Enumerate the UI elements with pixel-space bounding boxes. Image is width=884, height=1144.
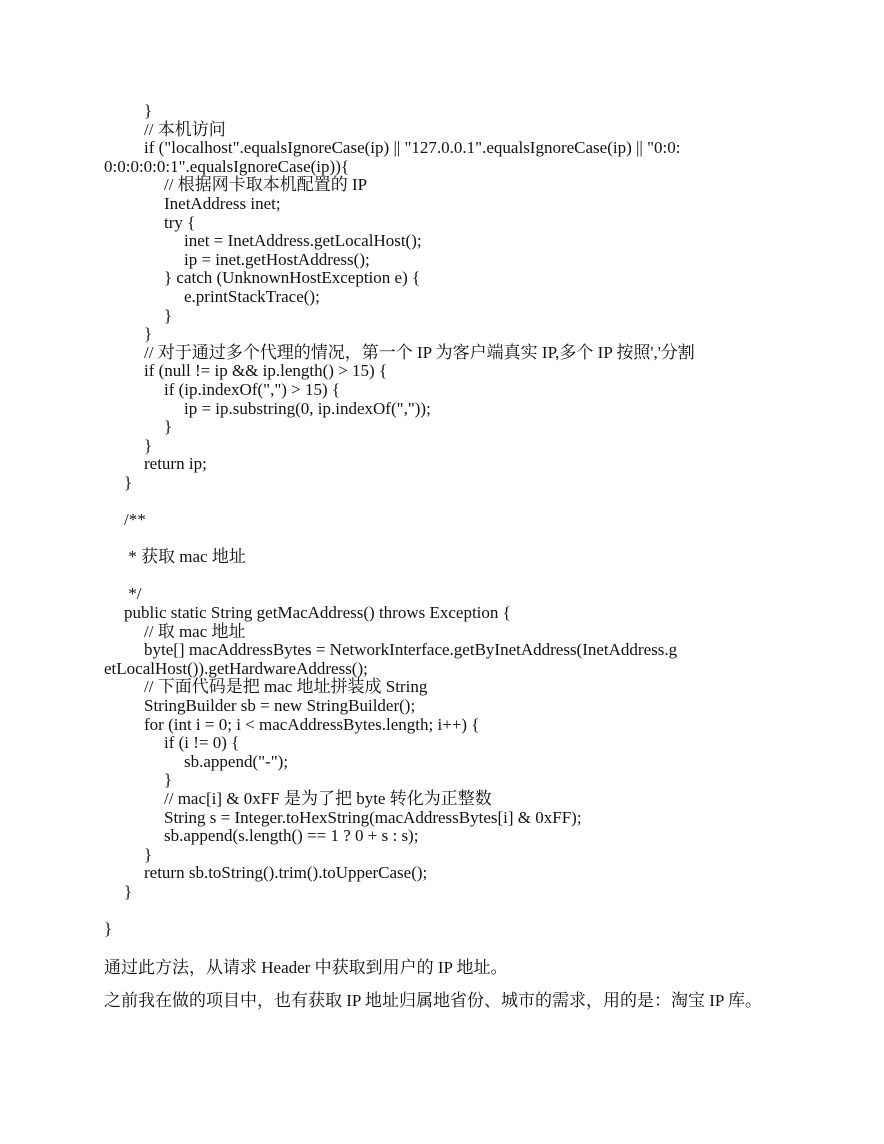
code-line: } (124, 472, 133, 492)
code-line: } (144, 435, 153, 455)
code-comment: */ (124, 584, 142, 604)
code-line: sb.append("-"); (184, 751, 289, 771)
code-line: } (164, 417, 173, 437)
code-comment: // 根据网卡取本机配置的 IP (164, 175, 368, 195)
code-line: } (144, 844, 153, 864)
code-line: etLocalHost()).getHardwareAddress(); (104, 658, 368, 678)
body-paragraph: 通过此方法，从请求 Header 中获取到用户的 IP 地址。 (104, 958, 508, 977)
code-line: StringBuilder sb = new StringBuilder(); (144, 696, 416, 715)
code-line: } (144, 101, 153, 120)
code-line: public static String getMacAddress() throws Exception { (124, 603, 511, 623)
code-line: } (164, 770, 173, 790)
code-line: String s = Integer.toHexString(macAddressBytes[i] & 0xFF); (164, 807, 582, 827)
code-line: if (ip.indexOf(",") > 15) { (164, 379, 341, 399)
code-line: } catch (UnknownHostException e) { (164, 268, 421, 288)
code-line: ip = inet.getHostAddress(); (184, 249, 370, 269)
code-comment: // 下面代码是把 mac 地址拼装成 String (144, 677, 428, 697)
body-paragraph: 之前我在做的项目中，也有获取 IP 地址归属地省份、城市的需求，用的是：淘宝 IP 库。 (104, 991, 762, 1010)
code-comment: * 获取 mac 地址 (124, 547, 246, 567)
code-line: if ("localhost".equalsIgnoreCase(ip) || "127.0.0.1".equalsIgnoreCase(ip) || "0:0: (144, 138, 681, 158)
code-line: return ip; (144, 454, 207, 474)
code-line: } (124, 881, 133, 901)
code-line: ip = ip.substring(0, ip.indexOf(",")); (184, 398, 431, 418)
code-line: sb.append(s.length() == 1 ? 0 + s : s); (164, 826, 419, 846)
code-line: for (int i = 0; i < macAddressBytes.length; i++) { (144, 714, 480, 734)
code-line: if (null != ip && ip.length() > 15) { (144, 361, 388, 381)
code-comment: // 取 mac 地址 (144, 621, 246, 641)
code-block (104, 102, 784, 939)
code-comment: // mac[i] & 0xFF 是为了把 byte 转化为正整数 (164, 788, 492, 808)
code-line: return sb.toString().trim().toUpperCase(); (144, 863, 428, 883)
code-comment: // 对于通过多个代理的情况，第一个 IP 为客户端真实 IP,多个 IP 按照','分割 (144, 342, 695, 362)
code-line: InetAddress inet; (164, 193, 281, 213)
code-line: inet = InetAddress.getLocalHost(); (184, 231, 422, 251)
code-line: } (144, 324, 153, 344)
code-line: e.printStackTrace(); (184, 286, 320, 306)
code-line: } (104, 919, 113, 939)
code-comment: /** (124, 510, 146, 530)
code-comment: // 本机访问 (144, 119, 226, 139)
code-line: } (164, 305, 173, 325)
code-line: if (i != 0) { (164, 733, 240, 753)
code-line: try { (164, 212, 196, 232)
code-line: 0:0:0:0:0:1".equalsIgnoreCase(ip)){ (104, 156, 350, 176)
code-line: byte[] macAddressBytes = NetworkInterface.getByInetAddress(InetAddress.g (144, 640, 678, 660)
